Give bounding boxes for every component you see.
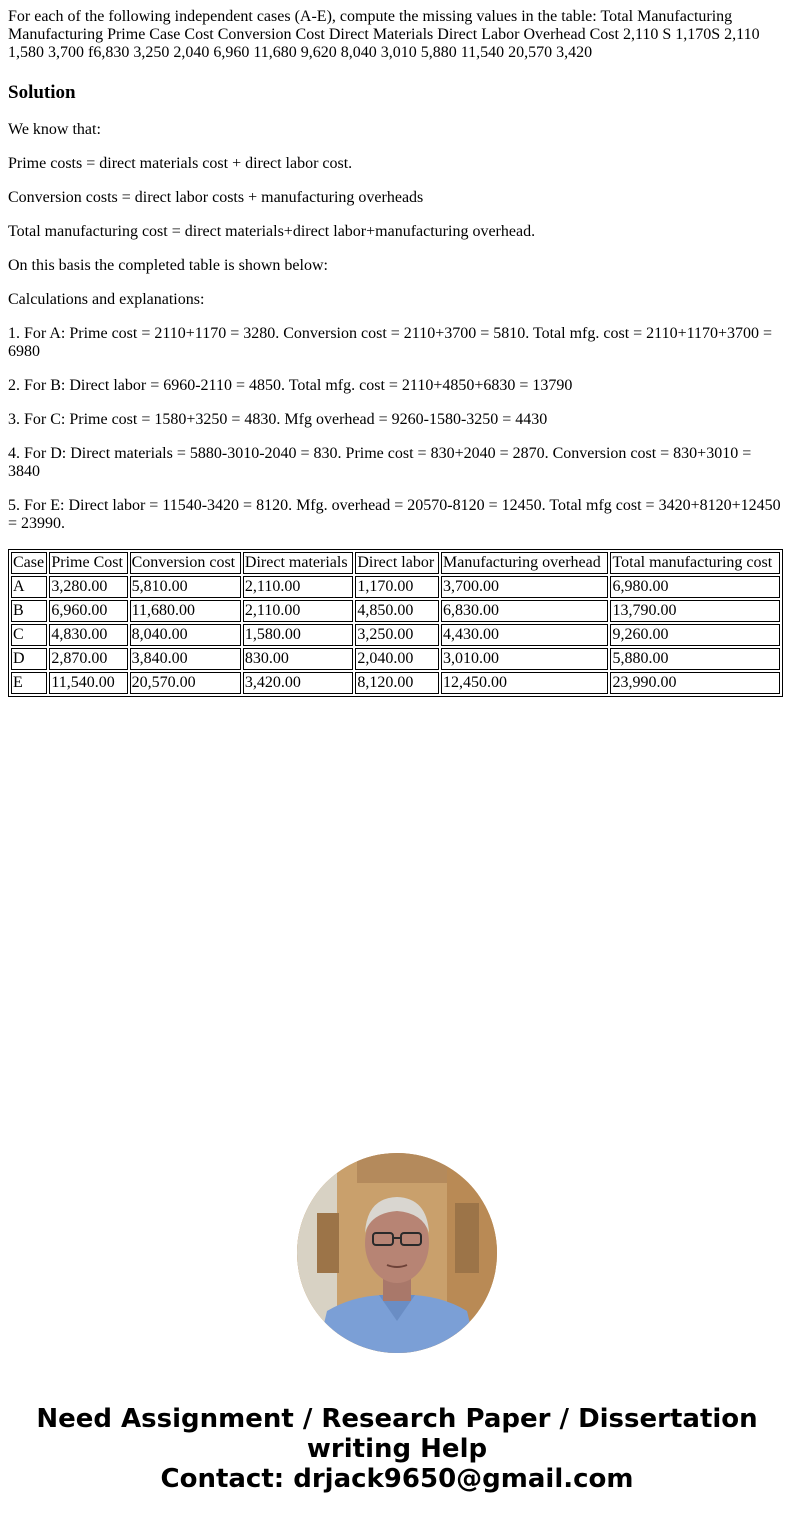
solution-paragraph: We know that: — [8, 121, 101, 138]
table-cell: 3,840.00 — [130, 648, 241, 670]
calculation-b: 2. For B: Direct labor = 6960-2110 = 4850. Total mfg. cost = 2110+4850+6830 = 13790 — [8, 377, 573, 394]
author-portrait-image — [297, 1153, 497, 1353]
table-cell: 3,420.00 — [243, 672, 353, 694]
calculation-d: 4. For D: Direct materials = 5880-3010-2040 = 830. Prime cost = 830+2040 = 2870. Conversion cost = 830+3010 = 3840 — [8, 445, 752, 480]
table-cell: 5,880.00 — [610, 648, 780, 670]
promo-banner — [0, 1404, 794, 1494]
calculation-c: 3. For C: Prime cost = 1580+3250 = 4830. Mfg overhead = 9260-1580-3250 = 4430 — [8, 411, 548, 428]
solution-paragraph: On this basis the completed table is shown below: — [8, 257, 328, 274]
column-header: Prime Cost — [49, 552, 127, 574]
calculation-a: 1. For A: Prime cost = 2110+1170 = 3280. Conversion cost = 2110+3700 = 5810. Total mfg. cost = 2110+1170+3700 = 6980 — [8, 325, 773, 360]
table-row — [11, 600, 780, 622]
table-cell: E — [11, 672, 47, 694]
table-cell: B — [11, 600, 47, 622]
table-cell: C — [11, 624, 47, 646]
table-cell: 2,870.00 — [49, 648, 127, 670]
table-cell: 830.00 — [243, 648, 353, 670]
solution-heading: Solution — [8, 82, 76, 103]
column-header: Direct labor — [355, 552, 439, 574]
question-text: For each of the following independent cases (A-E), compute the missing values in the table: Total Manufacturing Manufacturing Prime Case Cost Conversion Cost Direct Materials Direct Labor Overhead Cost 2,110 S 1,170S 2,110 1,580 3,700 f6,830 3,250 2,040 6,960 11,680 9,620 8,040 3,010 5,880 11,540 20,570 3,420 — [8, 8, 760, 61]
table-cell: 8,040.00 — [130, 624, 241, 646]
table-cell: 3,010.00 — [441, 648, 608, 670]
table-cell: 3,700.00 — [441, 576, 608, 598]
author-avatar — [297, 1153, 497, 1353]
promo-line: writing Help — [306, 1434, 488, 1464]
table-cell: 8,120.00 — [355, 672, 439, 694]
table-cell: 6,830.00 — [441, 600, 608, 622]
column-header: Direct materials — [243, 552, 353, 574]
table-cell: 6,980.00 — [610, 576, 780, 598]
solution-paragraph: Calculations and explanations: — [8, 291, 205, 308]
table-cell: 2,040.00 — [355, 648, 439, 670]
solution-paragraph: Total manufacturing cost = direct materials+direct labor+manufacturing overhead. — [8, 223, 536, 240]
contact-email: Contact: drjack9650@gmail.com — [160, 1464, 634, 1494]
table-cell: 23,990.00 — [610, 672, 780, 694]
table-cell: 1,170.00 — [355, 576, 439, 598]
table-cell: 5,810.00 — [130, 576, 241, 598]
column-header: Conversion cost — [130, 552, 241, 574]
table-cell: 9,260.00 — [610, 624, 780, 646]
table-header-row — [11, 552, 780, 574]
results-table — [8, 549, 783, 697]
table-cell: A — [11, 576, 47, 598]
column-header: Case — [11, 552, 47, 574]
table-cell: 4,430.00 — [441, 624, 608, 646]
calculation-e: 5. For E: Direct labor = 11540-3420 = 8120. Mfg. overhead = 20570-8120 = 12450. Total mfg cost = 3420+8120+12450 = 23990. — [8, 497, 781, 532]
table-cell: 4,830.00 — [49, 624, 127, 646]
column-header: Manufacturing overhead — [441, 552, 608, 574]
table-cell: 11,540.00 — [49, 672, 127, 694]
table-cell: 6,960.00 — [49, 600, 127, 622]
table-cell: 12,450.00 — [441, 672, 608, 694]
table-cell: 3,250.00 — [355, 624, 439, 646]
table-row — [11, 648, 780, 670]
table-cell: 2,110.00 — [243, 600, 353, 622]
document-body — [0, 0, 794, 697]
table-row — [11, 624, 780, 646]
solution-paragraph: Conversion costs = direct labor costs + manufacturing overheads — [8, 189, 424, 206]
table-cell: 1,580.00 — [243, 624, 353, 646]
table-cell: 3,280.00 — [49, 576, 127, 598]
table-cell: 20,570.00 — [130, 672, 241, 694]
column-header: Total manufacturing cost — [610, 552, 780, 574]
promo-line: Need Assignment / Research Paper / Dissertation — [36, 1404, 758, 1434]
solution-paragraph: Prime costs = direct materials cost + direct labor cost. — [8, 155, 353, 172]
table-cell: 4,850.00 — [355, 600, 439, 622]
table-cell: 11,680.00 — [130, 600, 241, 622]
table-cell: 13,790.00 — [610, 600, 780, 622]
table-row — [11, 576, 780, 598]
table-row — [11, 672, 780, 694]
table-cell: 2,110.00 — [243, 576, 353, 598]
table-cell: D — [11, 648, 47, 670]
